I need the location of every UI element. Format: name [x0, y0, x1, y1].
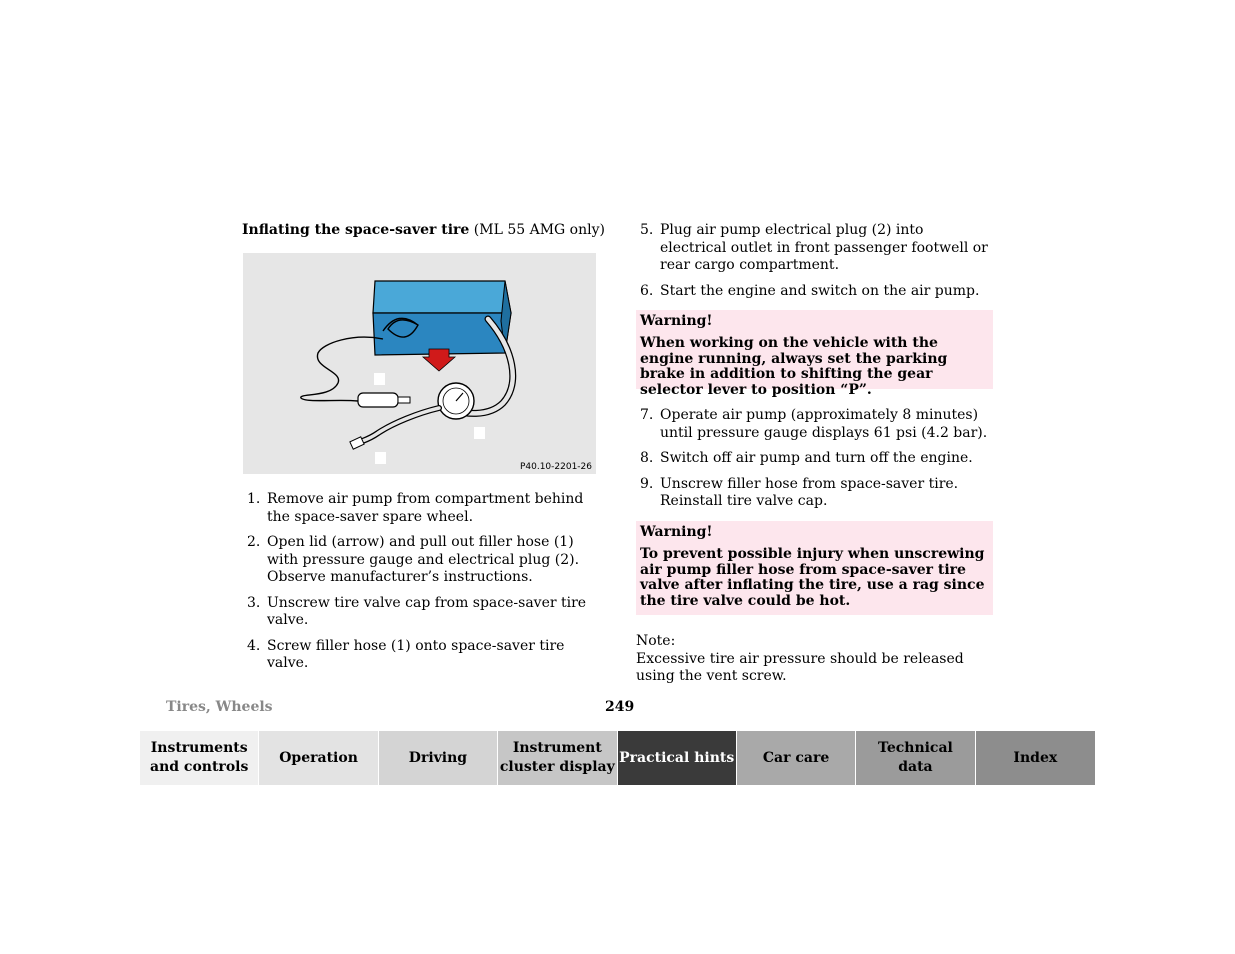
nav-tab-instruments-and-controls[interactable]	[140, 731, 259, 785]
step-number: 4.	[247, 637, 261, 654]
warning-box	[636, 521, 993, 615]
warning-title: Warning!	[640, 524, 713, 540]
tab-label-line1: Instrument	[512, 740, 602, 756]
nav-tab-operation[interactable]	[259, 731, 378, 785]
list-item	[636, 476, 992, 511]
nav-tab-car-care[interactable]	[737, 731, 856, 785]
footer-section-title: Tires, Wheels	[166, 699, 273, 715]
tab-label: Car care	[762, 749, 830, 766]
step-number: 9.	[640, 475, 654, 492]
list-item	[243, 491, 599, 526]
warning-title: Warning!	[640, 313, 713, 329]
step-text: Open lid (arrow) and pull out filler hose (1) with pressure gauge and electrical plug (2). Observe manufacturer’s instructions.	[267, 534, 580, 585]
tab-label-line2: and controls	[150, 759, 249, 775]
step-number: 6.	[640, 282, 654, 299]
step-text: Operate air pump (approximately 8 minutes) until pressure gauge displays 61 psi (4.2 bar).	[660, 407, 988, 441]
steps-list-left	[243, 491, 599, 681]
warning-box	[636, 310, 993, 398]
steps-list-right-bottom	[636, 407, 992, 519]
nav-tab-technical-data[interactable]	[856, 731, 975, 785]
note-block	[636, 633, 996, 686]
step-text: Screw filler hose (1) onto space-saver tire valve.	[267, 637, 565, 671]
tab-label: Driving	[408, 749, 468, 766]
air-pump-illustration	[243, 253, 596, 474]
list-item	[243, 595, 599, 630]
tab-label: Operation	[279, 749, 358, 766]
tab-label-line1: Technical	[878, 740, 953, 756]
tab-label-line2: data	[898, 759, 933, 775]
callout-label-box	[474, 427, 485, 439]
pump-lid	[373, 281, 511, 313]
warning-body: When working on the vehicle with the engine running, always set the parking brake in addition to shifting the gear selector lever to position “P”.	[640, 335, 948, 398]
nav-tab-practical-hints[interactable]	[618, 731, 737, 785]
step-text: Plug air pump electrical plug (2) into electrical outlet in front passenger footwell or rear cargo compartment.	[660, 222, 988, 273]
air-pump-drawing	[243, 253, 596, 474]
list-item	[636, 283, 992, 301]
section-heading	[242, 222, 605, 238]
step-text: Start the engine and switch on the air pump.	[660, 282, 980, 299]
heading-normal: (ML 55 AMG only)	[469, 222, 605, 238]
heading-bold: Inflating the space-saver tire	[242, 222, 470, 238]
plug-tip	[398, 397, 410, 403]
step-text: Switch off air pump and turn off the engine.	[660, 450, 973, 466]
electrical-plug	[358, 393, 398, 407]
power-cable	[301, 337, 383, 401]
list-item	[636, 222, 992, 275]
step-text: Unscrew filler hose from space-saver tire. Reinstall tire valve cap.	[660, 475, 959, 509]
chapter-navigation	[140, 731, 1095, 785]
step-text: Unscrew tire valve cap from space-saver tire valve.	[267, 594, 587, 628]
step-number: 1.	[247, 491, 261, 507]
steps-list-right-top	[636, 222, 992, 308]
note-text: Excessive tire air pressure should be released using the vent screw.	[636, 650, 964, 684]
tab-label-line2: cluster display	[499, 759, 615, 775]
step-number: 2.	[247, 534, 261, 550]
list-item	[243, 638, 599, 673]
valve-connector	[350, 437, 364, 449]
step-number: 7.	[640, 407, 654, 423]
list-item	[243, 534, 599, 587]
list-item	[636, 407, 992, 442]
step-number: 5.	[640, 222, 654, 238]
tab-label: Practical hints	[619, 749, 735, 766]
step-number: 3.	[247, 594, 261, 611]
page-number: 249	[605, 699, 635, 715]
callout-label-box	[374, 373, 385, 385]
note-label: Note:	[636, 633, 676, 649]
tab-label-line1: Instruments	[150, 740, 248, 756]
list-item	[636, 450, 992, 468]
figure-caption: P40.10-2201-26	[519, 462, 592, 472]
warning-body: To prevent possible injury when unscrewing air pump filler hose from space-saver tire valve after inflating the tire, use a rag since the tire valve could be hot.	[640, 546, 985, 609]
step-number: 8.	[640, 450, 654, 466]
tab-label: Index	[1013, 749, 1058, 766]
step-text: Remove air pump from compartment behind the space-saver spare wheel.	[267, 491, 584, 525]
callout-label-box	[375, 452, 386, 464]
nav-tab-driving[interactable]	[379, 731, 498, 785]
nav-tab-index[interactable]	[976, 731, 1095, 785]
nav-tab-instrument-cluster-display[interactable]	[498, 731, 617, 785]
